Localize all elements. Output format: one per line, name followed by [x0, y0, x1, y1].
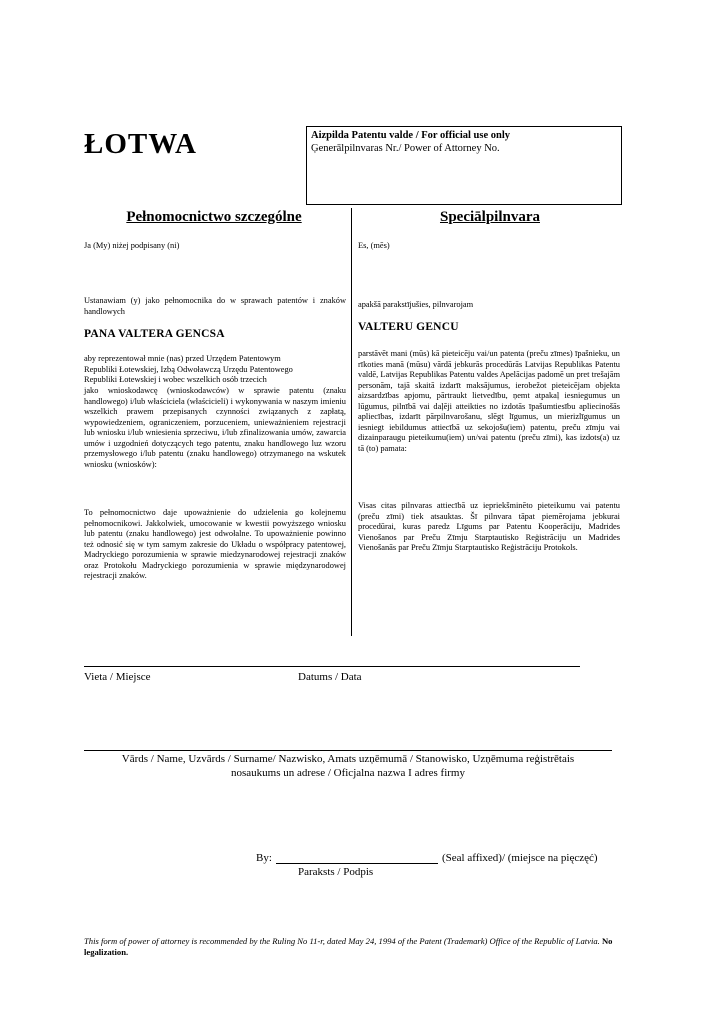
by-label: By:	[256, 852, 272, 864]
footer-note	[84, 936, 620, 958]
left-scope-lines	[84, 354, 346, 386]
left-appoint: Ustanawiam (y) jako pełnomocnika do w sprawach patentów i znaków handlowych	[84, 296, 346, 316]
name-label-line2: nosaukums un adrese / Oficjalna nazwa I adres firmy	[231, 767, 465, 779]
official-use-title: Aizpilda Patentu valde / For official use only	[311, 130, 511, 141]
column-divider	[351, 208, 352, 636]
left-title: Pełnomocnictwo szczególne	[126, 209, 302, 225]
name-label-line1: Vārds / Name, Uzvārds / Surname/ Nazwisko, Amats uzņēmumā / Stanowisko, Uzņēmuma reģistrētais	[121, 753, 575, 765]
official-use-box	[306, 126, 622, 205]
left-authorization: To pełnomocnictwo daje upoważnienie do udzielenia go kolejnemu pełnomocnikowi. Jakkolwiek, umocowanie w kwestii powyższego wniosku lub patentu (znaku handlowego) jest odwołalne. To upoważnienie powinno też odnosić się w tym samym zakresie do Układu o współpracy patentowej, Madryckiego porozumienia w sprawie miedzynarodowej rejestracji znaków oraz Protokołu Madryckiego porozumienia w sprawie międzynarodowej rejestracji znaków.	[84, 508, 346, 580]
right-scope-text: parstāvēt mani (mūs) kā pieteicēju vai/un patenta (preču zīmes) īpašnieku, un rīkoties manā (mūsu) vārdā jebkurās procedūrās Latvijas Republikas Patentu valdē, Latvijas Republikas Patentu valdes Apelācijas padomē un pret trešajām personām, tajā skaitā izdarīt maksājumus, ierobežot pieteicējam objekta aizsardzības apjomu, pārtraukt lietvedību, ņemt atpakaļ iesniegumus un lūgumus, pilnībā vai daļēji atteikties no izdotās īpašumtiesību apliecinošās apliecības, izdarīt pārpilnvarošanu, slēgt līgumus, un mierizlīgumus un iesniegt iebildumus attiecībā uz sekojošu(iem) patentu, preču zīmju vai dizainparaugu pieteikumu(iem) un/vai patentu (preču zīmi), kas izdots(a) uz tā (to) pamata:	[358, 349, 620, 453]
right-appoint: apakšā parakstījušies, pilnvarojam	[358, 300, 474, 309]
right-attorney-name: VALTERU GENCU	[358, 321, 459, 333]
footer-legalization: No legalization.	[84, 936, 613, 957]
left-scope-line: Republiki Łotewskiej i wobec wszelkich osób trzecich	[84, 375, 267, 384]
left-attorney-name: PANA VALTERA GENCSA	[84, 328, 225, 340]
power-of-attorney-number-label: Ģenerālpilnvaras Nr./ Power of Attorney No.	[311, 143, 500, 154]
right-intro: Es, (mēs)	[358, 241, 390, 250]
date-label: Datums / Data	[298, 671, 362, 683]
country-title: ŁOTWA	[84, 128, 197, 160]
name-line	[84, 750, 612, 751]
left-scope-text: jako wnioskodawcę (wnioskodawców) w sprawie patentu (znaku handlowego) i/lub właściciela (właścicieli) i wykonywania w naszym imieniu wszelkich prawem przepisanych czynności związanych z zapłatą, wypowiedzeniem, ograniczeniem, porzuceniem, unieważnieniem rejestracji lub wniosku i/lub wniesienia sprzeciwu, i/lub zfinalizowania umów, zawarcia umów i uzgodnień dotyczących tego patentu, znaku handlowego luz wzoru przemysłowego i/lub patentu (znaku handlowego) otrzymanego na wskutek wniosku (wniosków):	[84, 386, 346, 469]
place-label: Vieta / Miejsce	[84, 671, 151, 683]
left-intro: Ja (My) niżej podpisany (ni)	[84, 241, 180, 250]
right-authorization: Visas citas pilnvaras attiecībā uz iepriekšminēto pieteikumu vai patentu (preču zīmi) tiek atsauktas. Šī pilnvara tāpat piemērojama jebkurai procedūrai, kuras paredz Līgums par Patentu Kooperāciju, Madrides Vienošanos par Preču Zīmju Starptautisko Reģistrāciju un Madrides Vienošanās par Preču Zīmju Starptautisko Reģistrāciju Protokols.	[358, 501, 620, 552]
signature-line	[276, 863, 438, 864]
place-date-line	[84, 666, 580, 667]
seal-label: (Seal affixed)/ (miejsce na pięczęć)	[442, 852, 598, 864]
right-title: Speciālpilnvara	[439, 209, 540, 225]
left-scope-line: aby reprezentował mnie (nas) przed Urzędem Patentowym	[84, 354, 281, 363]
signature-label: Paraksts / Podpis	[298, 866, 374, 878]
footer-note-text: This form of power of attorney is recommended by the Ruling No 11-r, dated May 24, 1994 of the Patent (Trademark) Office of the Republic of Latvia.	[84, 936, 600, 946]
left-scope-line: Republiki Łotewskiej, Izbą Odwoławczą Urzędu Patentowego	[84, 364, 293, 374]
